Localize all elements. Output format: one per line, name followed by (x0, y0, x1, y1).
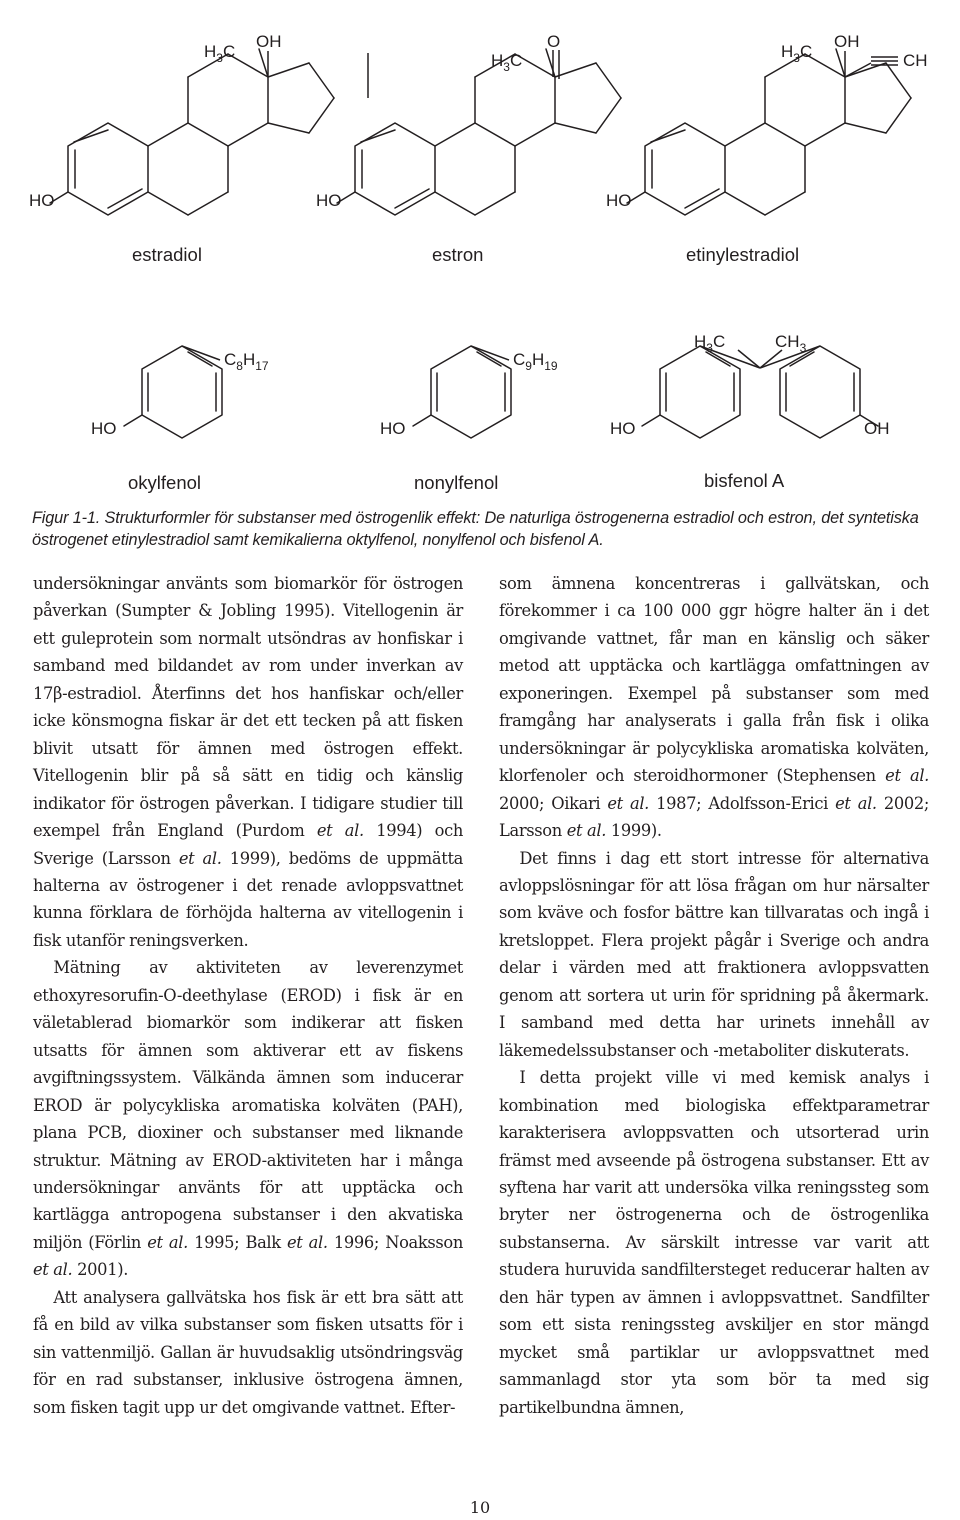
page-number: 10 (469, 1498, 491, 1517)
estradiol-ho-label: HO (29, 191, 55, 210)
bisfenol-oh-label: OH (864, 419, 890, 438)
okylfenol-name: okylfenol (128, 472, 202, 493)
nonylfenol-structure (380, 346, 558, 493)
etinylestradiol-oh-label: OH (834, 32, 860, 51)
estradiol-name: estradiol (132, 244, 202, 265)
bisfenol-methyl2-label: $CH_3$ (775, 332, 807, 355)
structure-drawings (0, 0, 960, 502)
nonylfenol-name: nonylfenol (414, 472, 499, 493)
left-column (33, 570, 463, 1421)
right-column (499, 570, 929, 1421)
estradiol-methyl-label: $H_3C$ (204, 42, 236, 65)
estron-ho-label: HO (316, 191, 342, 210)
right-paragraph-3: I detta projekt ville vi med kemisk analys i kombination med biologiska effektparametrar karakterisera avloppsvatten och utsorterad urin främst med avseende på östrogena substanser. Ett av syftena har varit att undersöka vilka reningssteg som bryter ner östrogenerna och de östrogenlika substanserna. Av särskilt intresse var varit att studera huruvida sandfiltersteget reducerar halten av den här typen av ämnen i avloppsvattnet. Sandfilter som ett sista reningssteg avskiljer en stor mängd mycket små partiklar ur avloppsvattnet med sammanlagd stor yta som bör ta med sig partikelbundna ämnen, (499, 1068, 929, 1417)
estron-structure (316, 32, 621, 265)
estron-name: estron (432, 244, 484, 265)
bisfenol-a-structure (610, 332, 890, 491)
nonylfenol-chain-label: $C_9H_{19}$ (513, 350, 558, 373)
estron-o-label: O (547, 32, 561, 51)
bisfenol-ho-label: HO (610, 419, 636, 438)
right-paragraph-1: som ämnena koncentreras i gallvätskan, och förekommer i ca 100 000 ggr högre halter än i det omgivande vattnet, får man en känslig och säker metod att upptäcka och kartlägga omfattningen av exponeringen. Exempel på substanser som med framgång har analyserats i galla från fisk i olika undersökningar är polycykliska aromatiska kolväten, klorfenoler och steroidhormoner (Stephensen et al. 2000; Oikari et al. 1987; Adolfsson-Erici et al. 2002; Larsson et al. 1999). (499, 574, 930, 841)
figure-caption: Figur 1-1. Strukturformler för substanser med östrogenlik effekt: De naturliga östrogenerna estradiol och estron, det syntetiska östrogenet etinylestradiol samt kemikalierna oktylfenol, nonylfenol och bisfenol A. (32, 509, 919, 549)
left-paragraph-3: Att analysera gallvätska hos fisk är ett bra sätt att få en bild av vilka substanser som fisken utsatts för i sin vattenmiljö. Gallan är huvudsaklig utsöndringsväg för en rad substanser, inklusive östrogena ämnen, som fisken tagit upp ur det omgivande vattnet. Efter- (33, 1287, 463, 1417)
nonylfenol-ho-label: HO (380, 419, 406, 438)
bisfenol-methyl1-label: $H_3C$ (694, 332, 726, 355)
etinylestradiol-name: etinylestradiol (686, 244, 800, 265)
left-paragraph-1: undersökningar använts som biomarkör för östrogen påverkan (Sumpter & Jobling 1995). Vitellogenin är ett guleprotein som normalt utsöndras av honfiskar i samband med bildandet av rom under inverkan av 17β-estradiol. Återfinns det hos hanfiskar och/eller icke könsmogna fiskar är det ett tecken på att fisken blivit utsatt för ämnen med östrogen effekt. Vitellogenin blir på så sätt en tidig och känslig indikator för östrogen påverkan. I tidigare studier till exempel från England (Purdom et al. 1994) och Sverige (Larsson et al. 1999), bedöms de uppmätta halterna av östrogener i det renade avloppsvattnet kunna förklara de förhöjda halterna av vitellogenin i fisk utanför reningsverken. (33, 574, 463, 950)
etinylestradiol-methyl-label: $H_3C$ (781, 42, 813, 65)
etinylestradiol-ch-label: CH (903, 51, 928, 70)
okylfenol-chain-label: $C_8H_{17}$ (224, 350, 269, 373)
estradiol-oh-label: OH (256, 32, 282, 51)
estradiol-structure (29, 32, 368, 265)
etinylestradiol-ho-label: HO (606, 191, 632, 210)
structural-formula-figure (0, 0, 960, 502)
okylfenol-ho-label: HO (91, 419, 117, 438)
bisfenol-a-name: bisfenol A (704, 470, 785, 491)
left-paragraph-2: Mätning av aktiviteten av leverenzymet ethoxyresorufin-O-deethylase (EROD) i fisk är en väletablerad biomarkör som indikerar att fisken utsatts för ämnen som aktiverar ett av fiskens avgiftningssystem. Välkända ämnen som inducerar EROD är polycykliska aromatiska kolväten (PAH), plana PCB, dioxiner och substanser med liknande struktur. Mätning av EROD-aktiviteten har i många undersökningar använts för att upptäcka och kartlägga antropogena substanser i den akvatiska miljön (Förlin et al. 1995; Balk et al. 1996; Noaksson et al. 2001). (33, 958, 464, 1280)
etinylestradiol-structure (606, 32, 928, 265)
estron-methyl-label: $H_3C$ (491, 51, 523, 74)
okylfenol-structure (91, 346, 269, 493)
right-paragraph-2: Det finns i dag ett stort intresse för alternativa avloppslösningar för att lösa frågan om hur närsalter som kväve och fosfor bättre kan tillvaratas och ingå i kretsloppet. Flera projekt pågår i Sverige och andra delar i värden med att fraktionera avloppsvatten genom att sortera ut urin för spridning på åkermark. I samband med detta har urinets innehåll av läkemedelssubstanser och -metaboliter diskuterats. (499, 848, 929, 1060)
